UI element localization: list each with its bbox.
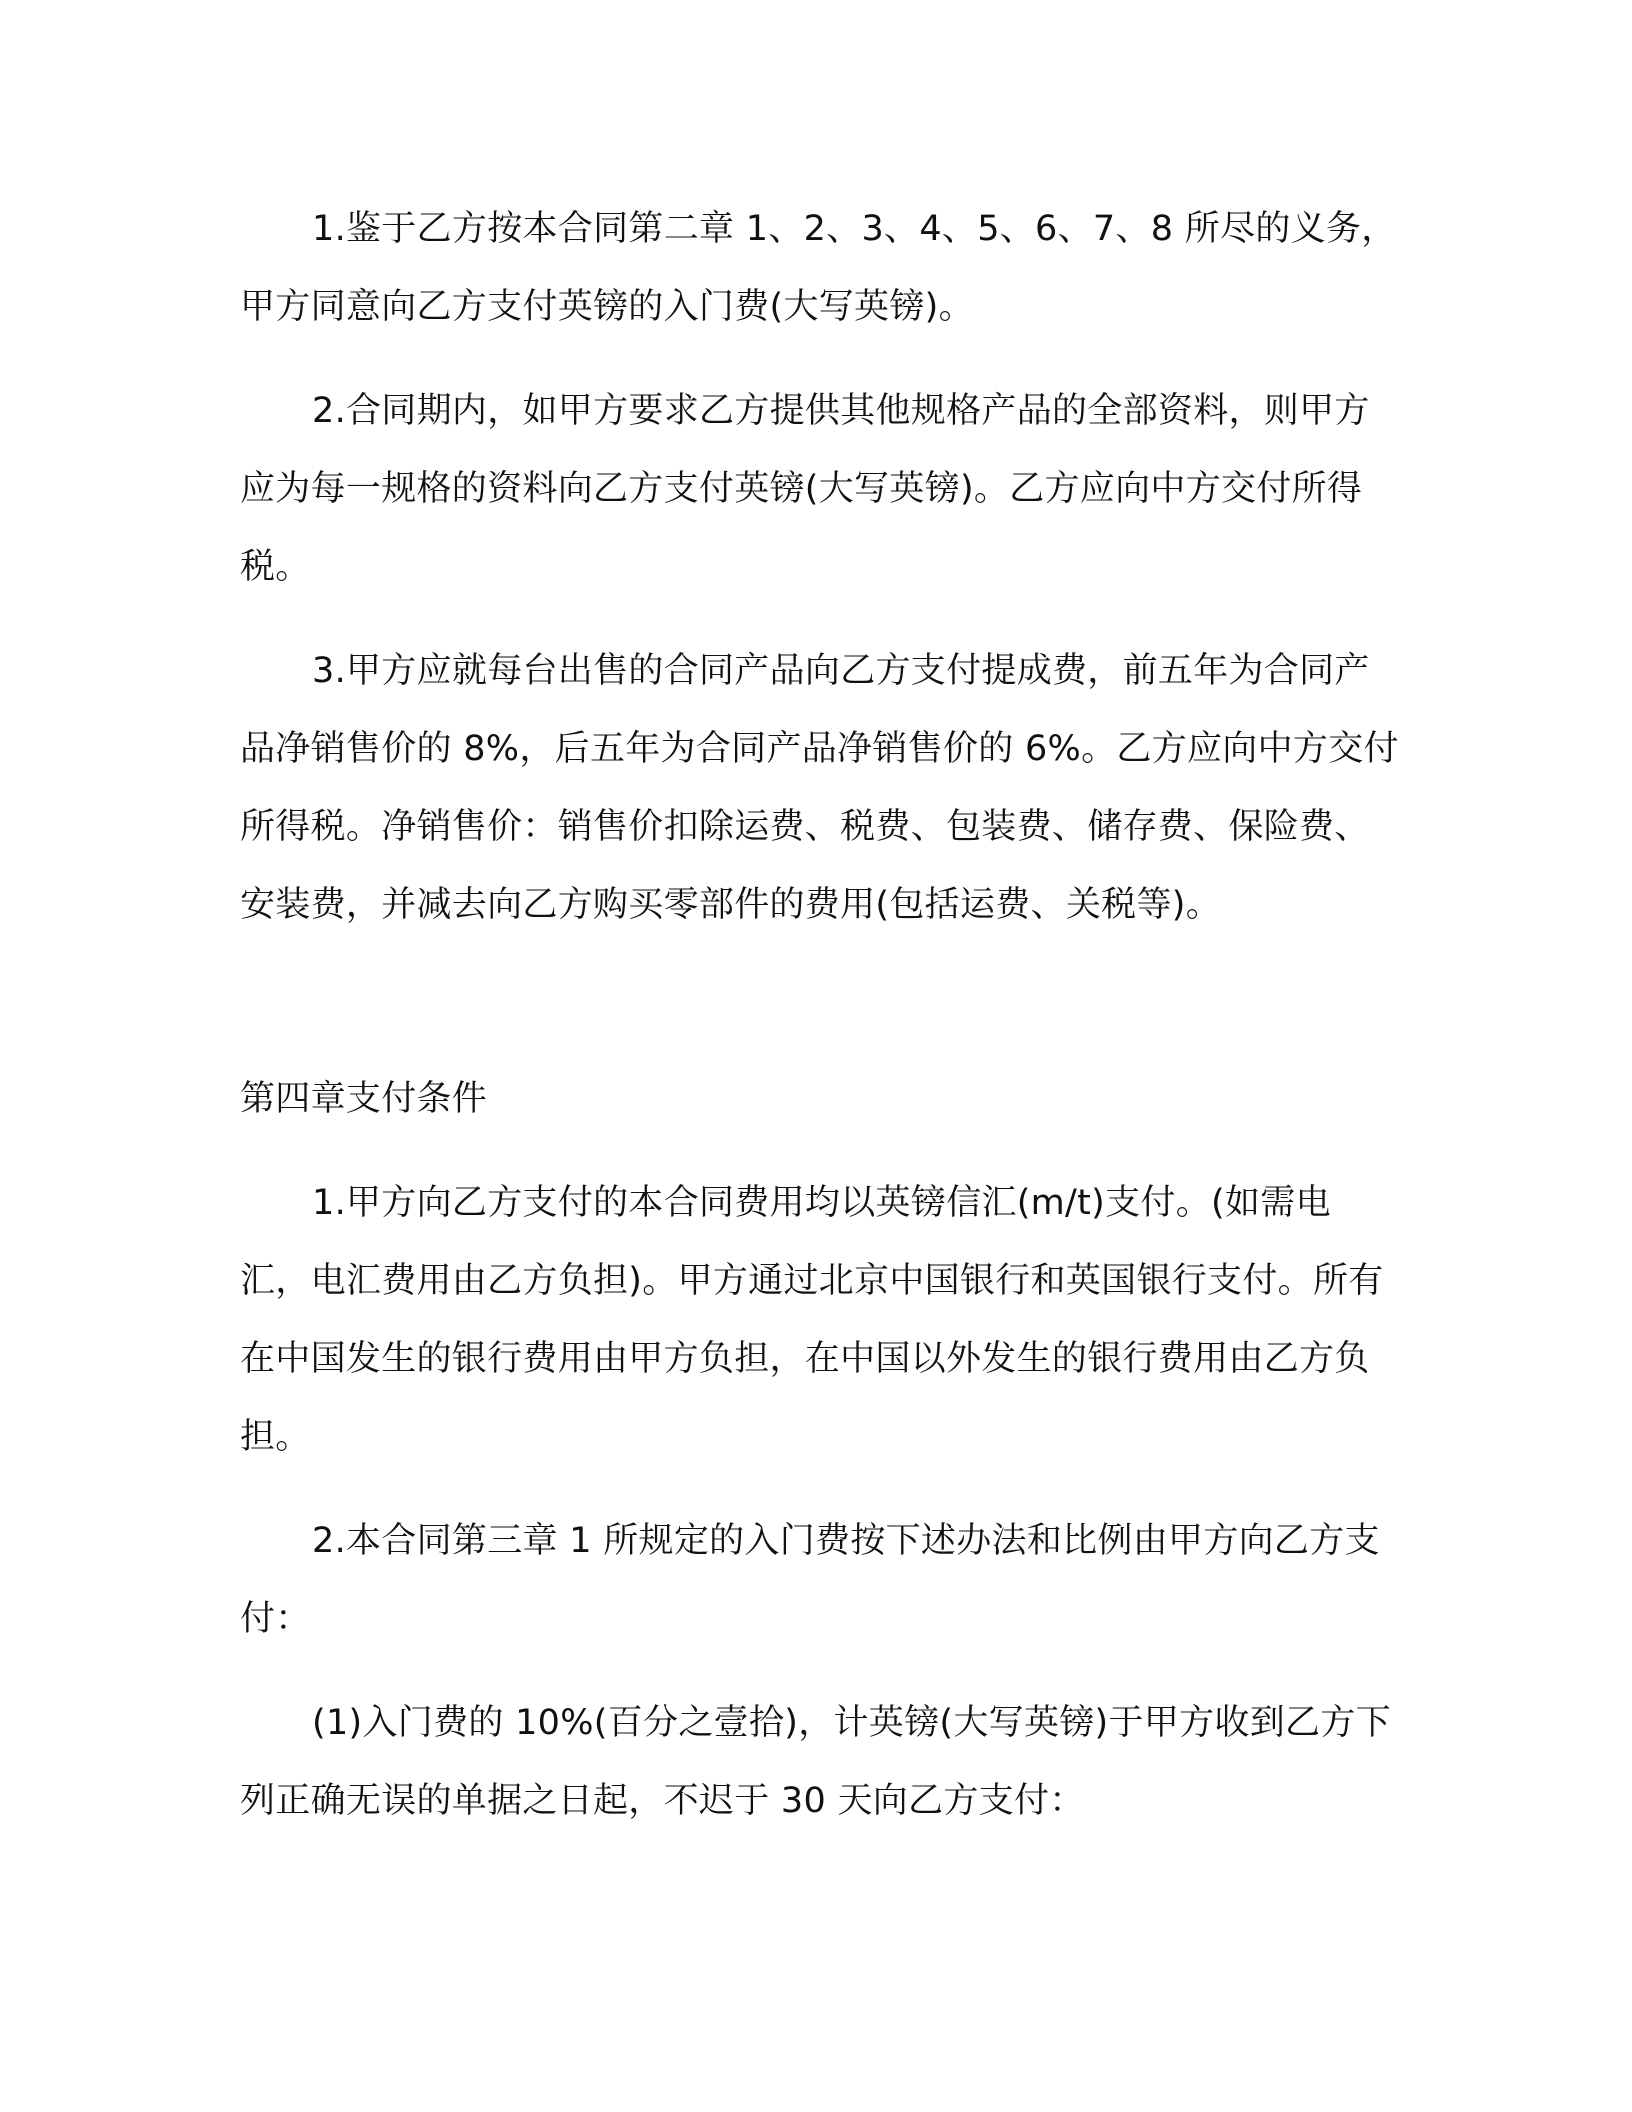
clause-4-2: 2.本合同第三章 1 所规定的入门费按下述办法和比例由甲方向乙方支付：	[240, 1521, 1380, 1639]
chapter-4-heading: 第四章支付条件	[240, 1079, 488, 1119]
clause-3-2: 2.合同期内，如甲方要求乙方提供其他规格产品的全部资料，则甲方应为每一规格的资料向乙方支付英镑(大写英镑)。乙方应向中方交付所得税。	[240, 391, 1370, 587]
document-body	[240, 190, 1400, 1866]
clause-4-2-1: (1)入门费的 10%(百分之壹拾)，计英镑(大写英镑)于甲方收到乙方下列正确无误的单据之日起，不迟于 30 天向乙方支付：	[240, 1703, 1391, 1821]
clause-4-1: 1.甲方向乙方支付的本合同费用均以英镑信汇(m/t)支付。(如需电汇，电汇费用由乙方负担)。甲方通过北京中国银行和英国银行支付。所有在中国发生的银行费用由甲方负担，在中国以外发生的银行费用由乙方负担。	[240, 1183, 1384, 1457]
clause-3-1: 1.鉴于乙方按本合同第二章 1、2、3、4、5、6、7、8 所尽的义务，甲方同意向乙方支付英镑的入门费(大写英镑)。	[240, 209, 1397, 327]
clause-3-3: 3.甲方应就每台出售的合同产品向乙方支付提成费，前五年为合同产品净销售价的 8%，后五年为合同产品净销售价的 6%。乙方应向中方交付所得税。净销售价：销售价扣除运费、税费、包装费、储存费、保险费、安装费，并减去向乙方购买零部件的费用(包括运费、关税等)。	[240, 651, 1399, 925]
